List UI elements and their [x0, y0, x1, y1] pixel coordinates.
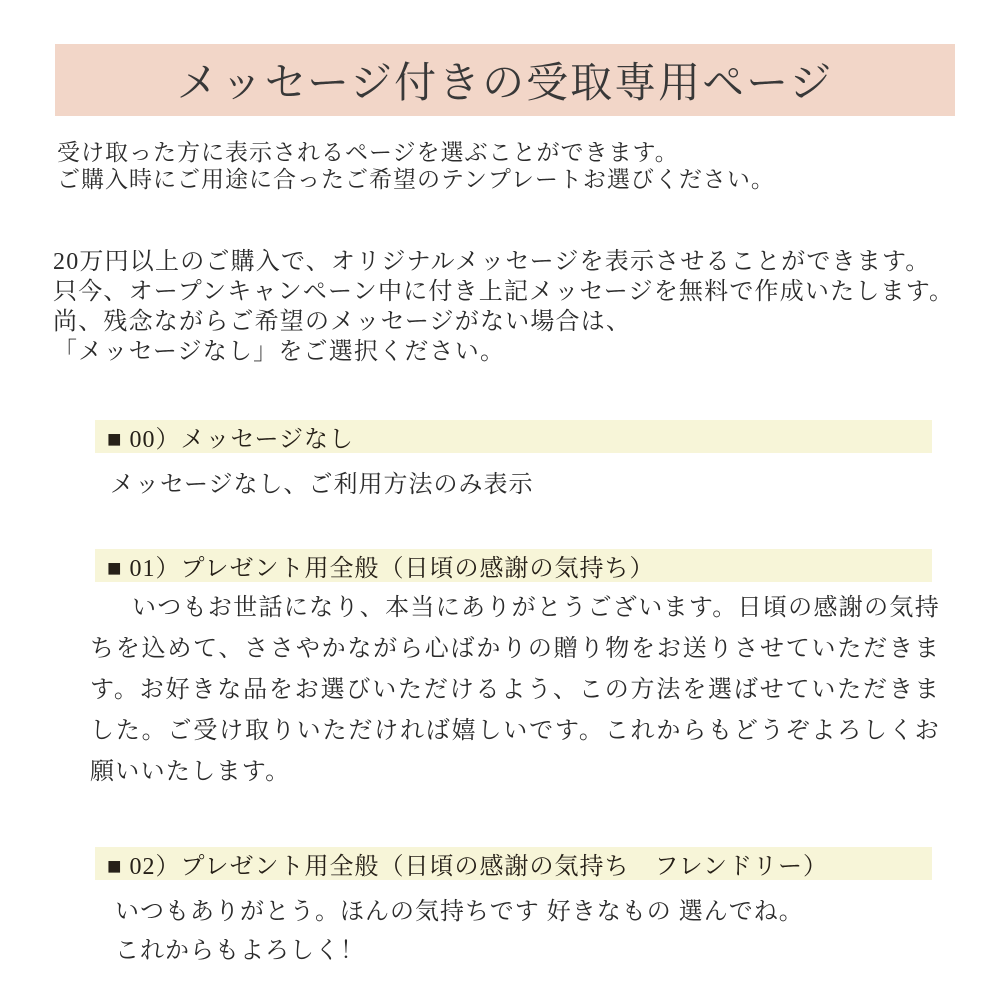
intro-line: 受け取った方に表示されるページを選ぶことができます。: [57, 140, 679, 165]
notice-line: 尚、残念ながらご希望のメッセージがない場合は、: [53, 309, 632, 335]
section-01-body: いつもお世話になり、本当にありがとうございます。日頃の感謝の気持ちを込めて、ささやかながら心ばかりの贈り物をお送りさせていただきます。お好きな品をお選びいただけるよう、この方法を選ばせていただきました。ご受け取りいただければ嬉しいです。これからもどうぞよろしくお願いいたします。: [90, 595, 940, 785]
notice-line: 20万円以上のご購入で、オリジナルメッセージを表示させることができます。: [53, 249, 931, 275]
section-header-band-02: [95, 847, 932, 880]
section-00-header: ■ 00）メッセージなし: [107, 427, 355, 453]
page-title: メッセージ付きの受取専用ページ: [176, 61, 834, 107]
section-02-body-line: いつもありがとう。ほんの気持ちです 好きなもの 選んでね。: [115, 899, 804, 925]
section-00-body: メッセージなし、ご利用方法のみ表示: [110, 472, 534, 498]
section-header-band-00: [95, 420, 932, 453]
section-01-header: ■ 01）プレゼント用全般（日頃の感謝の気持ち）: [107, 556, 655, 582]
section-02-header: ■ 02）プレゼント用全般（日頃の感謝の気持ち フレンドリー）: [107, 854, 828, 880]
campaign-notice-paragraph: [53, 247, 954, 367]
section-header-band-01: [95, 549, 932, 582]
section-02-body-line: これからもよろしく！: [115, 938, 365, 964]
title-banner: [55, 44, 955, 116]
notice-line: 「メッセージなし」をご選択ください。: [53, 339, 506, 365]
section-02-body: [115, 893, 804, 971]
intro-line: ご購入時にご用途に合ったご希望のテンプレートお選びください。: [57, 167, 775, 192]
notice-line: 只今、オープンキャンペーン中に付き上記メッセージを無料で作成いたします。: [53, 279, 955, 305]
intro-paragraph: [57, 139, 775, 193]
